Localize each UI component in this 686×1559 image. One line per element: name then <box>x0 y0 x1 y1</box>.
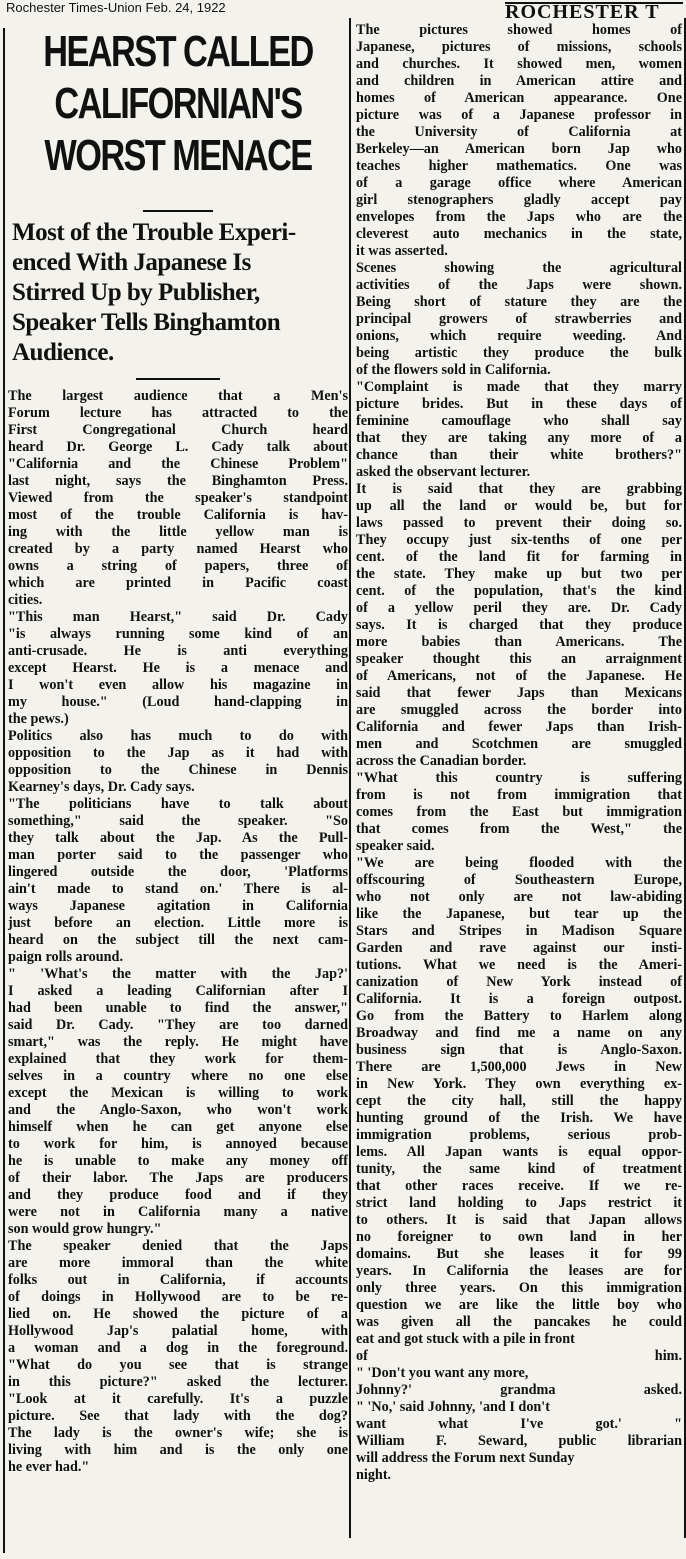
text-line: immigration problems, serious prob- <box>356 1127 682 1143</box>
text-line: said Dr. Cady. "They are too darned <box>8 1017 348 1033</box>
masthead-fragment: ROCHESTER T <box>505 2 683 20</box>
text-line: Johnny?' grandma asked. <box>356 1382 682 1398</box>
text-line: in New York. They own everything ex- <box>356 1076 682 1092</box>
text-line: man porter said to the passenger who <box>8 847 348 863</box>
headline-line: CALIFORNIAN'S <box>54 79 302 128</box>
text-line: of a garage office where American <box>356 175 682 191</box>
text-line: Stars and Stripes in Madison Square <box>356 923 682 939</box>
text-line: and they produce food and if they <box>8 1187 348 1203</box>
text-line: more babies than Americans. The <box>356 634 682 650</box>
text-line: paign rolls around. <box>8 949 123 965</box>
text-line: ing with the little yellow man is <box>8 524 348 540</box>
text-line: which are printed in Pacific coast <box>8 575 348 591</box>
text-line: of doings in Hollywood are to be re- <box>8 1289 348 1305</box>
text-line: men and Scotchmen are smuggled <box>356 736 682 752</box>
text-line: Viewed from the speaker's standpoint <box>8 490 348 506</box>
text-line: except the Mexican is willing to work <box>8 1085 348 1101</box>
text-line: it was asserted. <box>356 243 448 259</box>
text-line: The largest audience that a Men's <box>8 388 348 404</box>
text-line: selves in a country where no one else <box>8 1068 348 1084</box>
text-line: night. <box>356 1467 392 1483</box>
text-line: heard on the subject till the next cam- <box>8 932 348 948</box>
text-line: himself when he can get anyone else <box>8 1119 348 1135</box>
text-line: speaker thought this an arraignment <box>356 651 682 667</box>
text-line: "California and the Chinese Problem" <box>8 456 348 472</box>
text-line: just before an election. Little more is <box>8 915 348 931</box>
text-line: of Americans, not of the Japanese. He <box>356 668 682 684</box>
text-line: who not only are not law-abiding <box>356 889 682 905</box>
text-line: to work for him, is annoyed because <box>8 1136 348 1152</box>
headline-line: HEARST CALLED <box>43 27 313 76</box>
text-line: The speaker denied that the Japs <box>8 1238 348 1254</box>
text-line: First Congregational Church heard <box>8 422 348 438</box>
text-line: laws passed to prevent their doing so. <box>356 515 682 531</box>
text-line: something," said the speaker. "So <box>8 813 348 829</box>
text-line: the state. They make up but two per <box>356 566 682 582</box>
text-line: lingered outside the door, 'Platforms <box>8 864 348 880</box>
text-line: years. In California the leases are for <box>356 1263 682 1279</box>
text-line: created by a party named Hearst who <box>8 541 348 557</box>
text-line: homes of American appearance. One <box>356 90 682 106</box>
text-line: cept the city hall, still the happy <box>356 1093 682 1109</box>
text-line: "What do you see that is strange <box>8 1357 348 1373</box>
text-line: in this picture?" asked the lecturer. <box>8 1374 348 1390</box>
text-line: my house." (Loud hand-clapping in <box>8 694 348 710</box>
text-line: It is said that they are grabbing <box>356 481 682 497</box>
headline-line: WORST MENACE <box>44 131 312 180</box>
column-rule-center <box>349 18 351 1538</box>
text-line: of the flowers sold in California. <box>356 362 551 378</box>
text-line: feminine camouflage who shall say <box>356 413 682 429</box>
text-line: opposition to the Jap as it had with <box>8 745 348 761</box>
left-column <box>8 26 348 1476</box>
text-line: last night, says the Binghamton Press. <box>8 473 348 489</box>
text-line: tunity, the same kind of treatment <box>356 1161 682 1177</box>
text-line: I asked a leading Californian after I <box>8 983 348 999</box>
text-line: from is not from immigration that <box>356 787 682 803</box>
text-line: were not in California many a native <box>8 1204 348 1220</box>
text-line: envelopes from the Japs who are the <box>356 209 682 225</box>
text-line: activities of the Japs were shown. <box>356 277 682 293</box>
text-line: that comes from the West," the <box>356 821 682 837</box>
text-line: business sign that is Anglo-Saxon. <box>356 1042 682 1058</box>
text-line: Forum lecture has attracted to the <box>8 405 348 421</box>
text-line: anti-crusade. He is anti everything <box>8 643 348 659</box>
headline <box>10 26 345 202</box>
text-line: picture. See that lady with the dog? <box>8 1408 348 1424</box>
text-line: are more immoral than the white <box>8 1255 348 1271</box>
text-line: cities. <box>8 592 43 608</box>
text-line: cent. of the land fit for farming in <box>356 549 682 565</box>
text-line: Berkeley—an American born Jap who <box>356 141 682 157</box>
deck-line: Audience. <box>12 339 114 366</box>
text-line: "This man Hearst," said Dr. Cady <box>8 609 348 625</box>
text-line: folks out in California, if accounts <box>8 1272 348 1288</box>
text-line: he ever had." <box>8 1459 90 1475</box>
text-line: Garden and rave against our insti- <box>356 940 682 956</box>
text-line: most of the trouble California is hav- <box>8 507 348 523</box>
text-line: being artistic they produce the bulk <box>356 345 682 361</box>
left-column-body <box>8 388 348 1476</box>
text-line: had been unable to find the answer," <box>8 1000 348 1016</box>
text-line: hunting ground of the Irish. We have <box>356 1110 682 1126</box>
text-line: teaches higher mathematics. One was <box>356 158 682 174</box>
text-line: the pews.) <box>8 711 69 727</box>
text-line: are smuggled across the border into <box>356 702 682 718</box>
text-line: like the Japanese, but tear up the <box>356 906 682 922</box>
text-line: The pictures showed homes of <box>356 22 682 38</box>
text-line: no foreigner to own land in her <box>356 1229 682 1245</box>
text-line: Go from the Battery to Harlem along <box>356 1008 682 1024</box>
text-line: smart," was the reply. He might have <box>8 1034 348 1050</box>
text-line: Japanese, pictures of missions, schools <box>356 39 682 55</box>
text-line: want what I've got.' " <box>356 1416 682 1432</box>
deck-line: Stirred Up by Publisher, <box>12 279 260 306</box>
text-line: asked the observant lecturer. <box>356 464 531 480</box>
text-line: tutions. What we need is the Ameri- <box>356 957 682 973</box>
text-line: ain't made to stand on.' There is al- <box>8 881 348 897</box>
text-line: "Complaint is made that they marry <box>356 379 682 395</box>
text-line: that they are taking any more of a <box>356 430 682 446</box>
text-line: that other races receive. If we re- <box>356 1178 682 1194</box>
text-line: except Hearst. He is a menace and <box>8 660 348 676</box>
text-line: principal growers of strawberries and <box>356 311 682 327</box>
text-line: the University of California at <box>356 124 682 140</box>
text-line: Broadway and find me a name on any <box>356 1025 682 1041</box>
text-line: "is always running some kind of an <box>8 626 348 642</box>
text-line: " 'Don't you want any more, <box>356 1365 529 1381</box>
text-line: will address the Forum next Sunday <box>356 1450 575 1466</box>
deck-line: enced With Japanese Is <box>12 249 251 276</box>
right-column-body <box>356 22 682 1484</box>
text-line: There are 1,500,000 Jews in New <box>356 1059 682 1075</box>
text-line: to others. It is said that Japan allows <box>356 1212 682 1228</box>
text-line: domains. But she leases it for 99 <box>356 1246 682 1262</box>
text-line: lems. All Japan wants is equal oppor- <box>356 1144 682 1160</box>
text-line: "Look at it carefully. It's a puzzle <box>8 1391 348 1407</box>
text-line: son would grow hungry." <box>8 1221 162 1237</box>
text-line: a woman and a dog in the foreground. <box>8 1340 348 1356</box>
text-line: owns a string of papers, three of <box>8 558 348 574</box>
text-line: The lady is the owner's wife; she is <box>8 1425 348 1441</box>
text-line: of their labor. The Japs are producers <box>8 1170 348 1186</box>
text-line: and churches. It showed men, women <box>356 56 682 72</box>
clipping-source-label: Rochester Times-Union Feb. 24, 1922 <box>6 0 226 15</box>
text-line: lied on. He showed the picture of a <box>8 1306 348 1322</box>
text-line: picture was of a Japanese professor in <box>356 107 682 123</box>
text-line: living with him and is the only one <box>8 1442 348 1458</box>
text-line: Being short of stature they are the <box>356 294 682 310</box>
column-rule-outer-left <box>3 28 5 1553</box>
text-line: "We are being flooded with the <box>356 855 682 871</box>
text-line: I won't even allow his magazine in <box>8 677 348 693</box>
text-line: strict land holding to Japs restrict it <box>356 1195 682 1211</box>
right-column <box>356 22 682 1484</box>
text-line: opposition to the Chinese in Dennis <box>8 762 348 778</box>
subheadline-deck <box>12 218 348 368</box>
text-line: said that fewer Japs than Mexicans <box>356 685 682 701</box>
deck-divider <box>136 378 220 380</box>
text-line: William F. Seward, public librarian <box>356 1433 682 1449</box>
text-line: question we are like the little boy who <box>356 1297 682 1313</box>
text-line: Hollywood Jap's palatial home, with <box>8 1323 348 1339</box>
text-line: Kearney's days, Dr. Cady says. <box>8 779 195 795</box>
text-line: "The politicians have to talk about <box>8 796 348 812</box>
text-line: only three years. On this immigration <box>356 1280 682 1296</box>
text-line: was given all the pancakes he could <box>356 1314 682 1330</box>
text-line: speaker said. <box>356 838 435 854</box>
text-line: Politics also has much to do with <box>8 728 348 744</box>
text-line: California. It is a foreign outpost. <box>356 991 682 1007</box>
text-line: girl stenographers gladly accept pay <box>356 192 682 208</box>
text-line: cleverest auto mechanics in the state, <box>356 226 682 242</box>
text-line: canization of New York instead of <box>356 974 682 990</box>
text-line: across the Canadian border. <box>356 753 527 769</box>
deck-line: Most of the Trouble Experi- <box>12 219 296 246</box>
text-line: explained that they work for them- <box>8 1051 348 1067</box>
text-line: they talk about the Jap. As the Pull- <box>8 830 348 846</box>
text-line: says. It is charged that they produce <box>356 617 682 633</box>
text-line: eat and got stuck with a pile in front <box>356 1331 575 1347</box>
deck-line: Speaker Tells Binghamton <box>12 309 281 336</box>
text-line: Scenes showing the agricultural <box>356 260 682 276</box>
text-line: he is unable to make any money off <box>8 1153 348 1169</box>
text-line: of a yellow peril they are. Dr. Cady <box>356 600 682 616</box>
text-line: California and fewer Japs than Irish- <box>356 719 682 735</box>
text-line: of him. <box>356 1348 682 1364</box>
text-line: They occupy just six-tenths of one per <box>356 532 682 548</box>
text-line: " 'What's the matter with the Jap?' <box>8 966 348 982</box>
text-line: " 'No,' said Johnny, 'and I don't <box>356 1399 550 1415</box>
text-line: comes from the East but immigration <box>356 804 682 820</box>
text-line: ways Japanese agitation in California <box>8 898 348 914</box>
headline-divider <box>143 210 213 212</box>
text-line: and children in American attire and <box>356 73 682 89</box>
text-line: chance than their white brothers?" <box>356 447 682 463</box>
text-line: "What this country is suffering <box>356 770 682 786</box>
text-line: picture brides. But in these days of <box>356 396 682 412</box>
text-line: onions, which require weeding. And <box>356 328 682 344</box>
text-line: offscouring of Southeastern Europe, <box>356 872 682 888</box>
text-line: heard Dr. George L. Cady talk about <box>8 439 348 455</box>
text-line: and the Anglo-Saxon, who won't work <box>8 1102 348 1118</box>
text-line: cent. of the population, that's the kind <box>356 583 682 599</box>
text-line: up all the land or would be, but for <box>356 498 682 514</box>
